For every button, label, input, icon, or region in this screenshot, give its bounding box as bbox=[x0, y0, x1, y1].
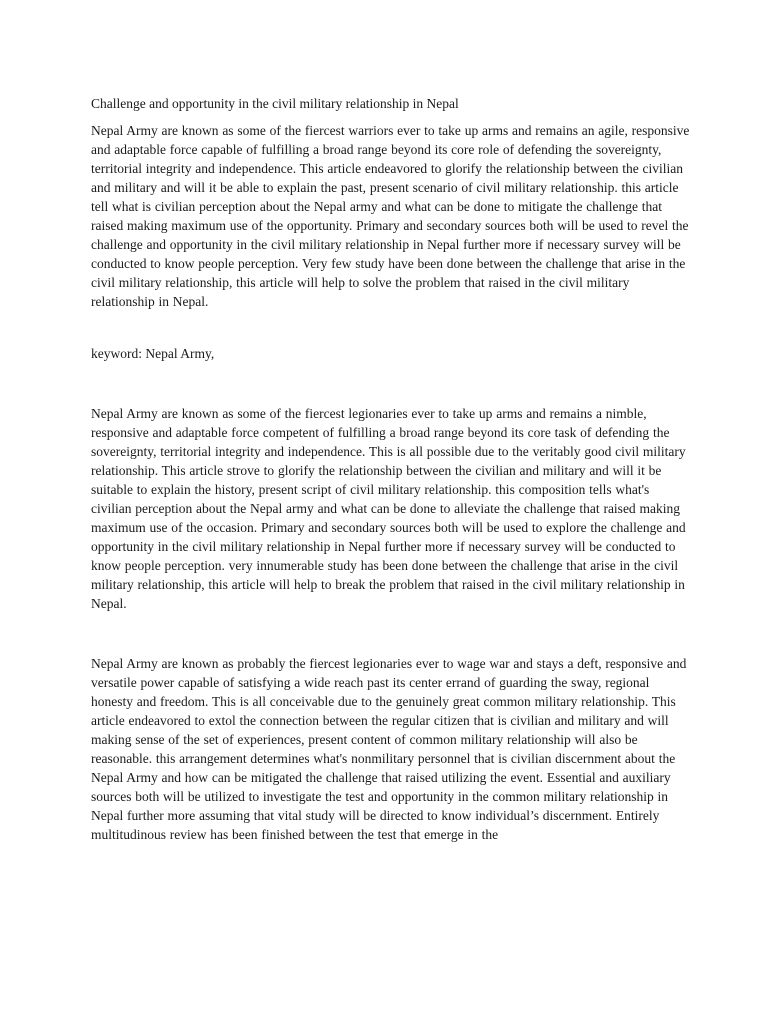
body-paragraph-2: Nepal Army are known as some of the fiercest legionaries ever to take up arms and remains a nimble, responsive and adaptable force competent of fulfilling a broad range beyond its core task of defending the sovereignty, territorial integrity and independence. This is all possible due to the veritably good civil military relationship. This article strove to glorify the relationship between the civilian and military and will it be suitable to explain the history, present script of civil military relationship. this composition tells what's civilian perception about the Nepal army and what can be done to alleviate the challenge that raised making maximum use of the occasion. Primary and secondary sources both will be used to explore the challenge and opportunity in the civil military relationship in Nepal further more if necessary survey will be conducted to know people perception. very innumerable study has been done between the challenge that arise in the civil military relationship, this article will help to break the problem that raised in the civil military relationship in Nepal. bbox=[91, 406, 686, 611]
document-body bbox=[91, 94, 691, 844]
spacer bbox=[91, 613, 691, 654]
spacer bbox=[91, 311, 691, 344]
spacer bbox=[91, 363, 691, 404]
body-paragraph-3: Nepal Army are known as probably the fiercest legionaries ever to wage war and stays a deft, responsive and versatile power capable of satisfying a wide reach past its center errand of guarding the sway, regional honesty and freedom. This is all conceivable due to the genuinely great common military relationship. This article endeavored to extol the connection between the regular citizen that is civilian and military and will making sense of the set of experiences, present content of common military relationship will also be reasonable. this arrangement determines what's nonmilitary personnel that is civilian discernment about the Nepal Army and how can be mitigated the challenge that raised utilizing the event. Essential and auxiliary sources both will be utilized to investigate the test and opportunity in the common military relationship in Nepal further more assuming that vital study will be directed to know individual’s discernment. Entirely multitudinous review has been finished between the test that emerge in the bbox=[91, 656, 687, 842]
keyword-line: keyword: Nepal Army, bbox=[91, 346, 215, 361]
abstract-paragraph: Nepal Army are known as some of the fiercest warriors ever to take up arms and remains an agile, responsive and adaptable force capable of fulfilling a broad range beyond its core role of defending the sovereignty, territorial integrity and independence. This article endeavored to glorify the relationship between the civilian and military and will it be able to explain the past, present scenario of civil military relationship. this article tell what is civilian perception about the Nepal army and what can be done to mitigate the challenge that raised making maximum use of the opportunity. Primary and secondary sources both will be used to revel the challenge and opportunity in the civil military relationship in Nepal further more if necessary survey will be conducted to know people perception. Very few study have been done between the challenge that arise in the civil military relationship, this article will help to solve the problem that raised in the civil military relationship in Nepal. bbox=[91, 123, 690, 309]
document-title: Challenge and opportunity in the civil military relationship in Nepal bbox=[91, 96, 459, 111]
